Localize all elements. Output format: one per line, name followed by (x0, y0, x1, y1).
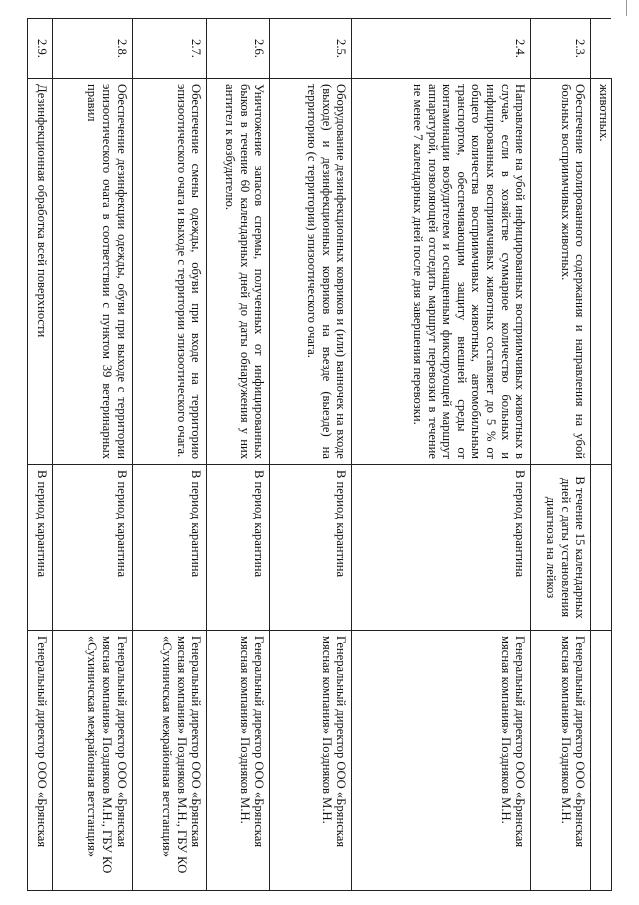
table-row (52, 19, 132, 891)
term-cell: В период карантина (132, 465, 207, 631)
row-number: 2.3. (531, 19, 591, 79)
row-number: 2.5. (270, 19, 352, 79)
measure-text: Направление на убой инфицированных восприимчивых животных в случае, если в хозяйстве суммарное количество больных и инфицированных восприимчивых животных составляет до 5 % от общего количества восприимчивых животных, автомобильным транспортом, обеспечивающим защиту внешней среды от контаминации возбудителем и оснащенным фиксирующей маршрут аппаратурой, позволяющей отследить маршрут перевозки в течение не менее 7 календарных дней после дня завершения перевозки. (410, 84, 528, 459)
table-row (207, 19, 270, 891)
term-cell: В период карантина (52, 465, 132, 631)
measure-cell: Обеспечение дезинфекции одежды, обуви при выходе с территории эпизоотического очага в соответствии с пунктом 39 ветеринарных правил (52, 79, 132, 465)
responsible-cell: Генеральный директор ООО «Брянская мясная компания» Поздняков М.Н. (207, 631, 270, 891)
row-number: 2.7. (132, 19, 207, 79)
table-row (591, 19, 612, 891)
term-cell: В период карантина (207, 465, 270, 631)
row-number: 2.4. (352, 19, 531, 79)
row-number (591, 19, 612, 79)
measure-cell: Оборудование дезинфекционных ковриков и (или) ванночек на входе (выходе) и дезинфекционных ковриков на въезде (выезде) на территорию (с территории) эпизоотического очага. (270, 79, 352, 465)
measures-table (27, 18, 612, 891)
term-cell: В течение 15 календарных дней с даты установления диагноза на лейкоз (531, 465, 591, 631)
measure-cell: Обеспечение смены одежды, обуви при входе на территорию эпизоотического очага и выходе с территории эпизоотического очага. (132, 79, 207, 465)
table-row (352, 19, 531, 891)
measure-cell: Обеспечение изолированного содержания и направления на убой больных восприимчивых животных. (531, 79, 591, 465)
measure-cell: животных. (591, 79, 612, 465)
row-number: 2.8. (52, 19, 132, 79)
rotated-table-sheet (27, 18, 612, 890)
scan-edge-mark (626, 0, 627, 16)
row-number: 2.9. (28, 19, 53, 79)
responsible-cell: Генеральный директор ООО «Брянская мясная компания» Поздняков М.Н., ГБУ КО «Сухиничская межрайонная ветстанция» (52, 631, 132, 891)
responsible-cell: Генеральный директор ООО «Брянская мясная компания» Поздняков М.Н. (352, 631, 531, 891)
responsible-cell: Генеральный директор ООО «Брянская (28, 631, 53, 891)
measure-cell (352, 79, 531, 465)
measure-cell: Дезинфекционная обработка всей поверхности (28, 79, 53, 465)
term-cell (591, 465, 612, 631)
row-number: 2.6. (207, 19, 270, 79)
responsible-cell: Генеральный директор ООО «Брянская мясная компания» Поздняков М.Н. (270, 631, 352, 891)
table-row (132, 19, 207, 891)
responsible-cell (591, 631, 612, 891)
term-cell: В период карантина (270, 465, 352, 631)
table-row (531, 19, 591, 891)
term-cell: В период карантина (28, 465, 53, 631)
table-row (28, 19, 53, 891)
responsible-cell: Генеральный директор ООО «Брянская мясная компания» Поздняков М.Н. (531, 631, 591, 891)
term-cell: В период карантина (352, 465, 531, 631)
table-row (270, 19, 352, 891)
measure-cell: Уничтожение запасов спермы, полученных от инфицированных быков в течение 60 календарных дней до даты обнаружения у них антител к возбудителю. (207, 79, 270, 465)
responsible-cell: Генеральный директор ООО «Брянская мясная компания» Поздняков М.Н., ГБУ КО «Сухиничская межрайонная ветстанция» (132, 631, 207, 891)
